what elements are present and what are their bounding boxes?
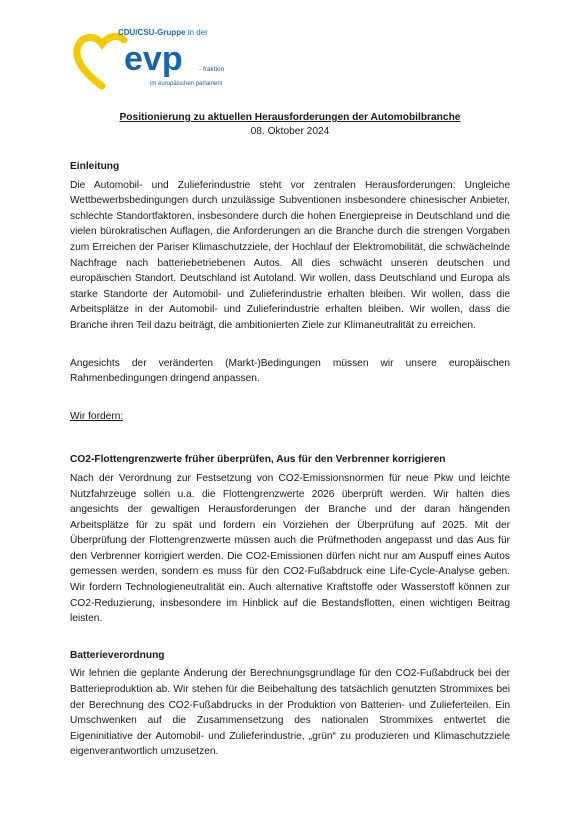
demands-label: Wir fordern:	[70, 410, 124, 422]
co2-heading: CO2-Flottengrenzwerte früher überprüfen, Aus für den Verbrenner korrigieren	[70, 454, 446, 466]
logo-wordmark: evp	[124, 40, 183, 78]
intro-paragraph-2: Angesichts der veränderten (Markt-)Bedingungen müssen wir unsere europäischen Rahmenbedingungen dringend anpassen.	[70, 357, 510, 385]
document-title: Positionierung zu aktuellen Herausforderungen der Automobilbranche	[119, 112, 461, 123]
evp-logo	[72, 28, 242, 98]
logo-group-label: CDU/CSU-Gruppe in der	[118, 28, 208, 37]
intro-paragraph: Die Automobil- und Zulieferindustrie steht vor zentralen Herausforderungen: Ungleiche Wettbewerbsbedingungen durch unzulässige Subventionen insbesondere chinesischer Anbieter, schlechte Standortfaktoren, insbesondere durch die hohen Energiepreise in Deutschland und die vielen bürokratischen Auflagen, die Anforderungen an die Branche durch die strengen Vorgaben zum Erreichen der Pariser Klimaschutzziele, der Hochlauf der Elektromobilität, die schwächelnde Nachfrage nach batteriebetriebenen Autos. All dies schwächt unseren deutschen und europäischen Standort. Deutschland ist Autoland. Wir wollen, dass Deutschland und Europa als starke Standorte der Automobil- und Zulieferindustrie erhalten bleiben. Wir wollen, dass die Arbeitsplätze in der Automobil- und Zulieferindustrie erhalten bleiben. Wir wollen, dass die Branche ihren Teil dazu beiträgt, die ambitionierten Ziele zur Klimaneutralität zu erreichen.	[70, 179, 510, 331]
intro-heading: Einleitung	[70, 161, 120, 172]
logo-parliament: im europäischen parlament	[150, 81, 223, 87]
document-date: 08. Oktober 2024	[250, 126, 330, 137]
battery-paragraph: Wir lehnen die geplante Änderung der Berechnungsgrundlage für den CO2-Fußabdruck bei der Batterieproduktion ab. Wir stehen für die Beibehaltung des tatsächlich genutzten Strommixes bei der Berechnung des CO2-Fußabdrucks in der Produktion von Batterien- und Zulieferteilen. Ein Umschwenken auf die Zusammensetzung des nationalen Strommixes entwertet die Eigeninitiative der Automobil- und Zulieferindustrie, „grün“ zu produzieren und Klimaschutzziele eigenverantwortlich umzusetzen.	[70, 668, 510, 758]
battery-heading: Batterieverordnung	[70, 649, 165, 661]
logo-fraktion: - fraktion	[199, 66, 225, 73]
co2-paragraph: Nach der Verordnung zur Festsetzung von CO2-Emissionsnormen für neue Pkw und leichte Nutzfahrzeuge sollen u.a. die Flottengrenzwerte 2026 überprüft werden. Wir halten dies angesichts der gewaltigen Herausforderungen der Branche und der daran hängenden Arbeitsplätze für zu spät und fordern ein Vorziehen der Überprüfung auf 2025. Mit der Überprüfung der Flottengrenzwerte müssen auch die Prüfmethoden angepasst und das Aus für den Verbrenner korrigiert werden. Die CO2-Emissionen dürfen nicht nur am Auspuff eines Autos gemessen werden, sondern es muss für den CO2-Fußabdruck eine Life-Cycle-Analyse geben. Wir fordern Technologieneutralität ein. Auch alternative Kraftstoffe oder Wasserstoff können zur CO2-Reduzierung, insbesondere im Hinblick auf die Bestandsflotten, einen wichtigen Beitrag leisten.	[70, 472, 510, 625]
heart-logo-icon	[72, 28, 132, 90]
document-body	[70, 111, 510, 760]
